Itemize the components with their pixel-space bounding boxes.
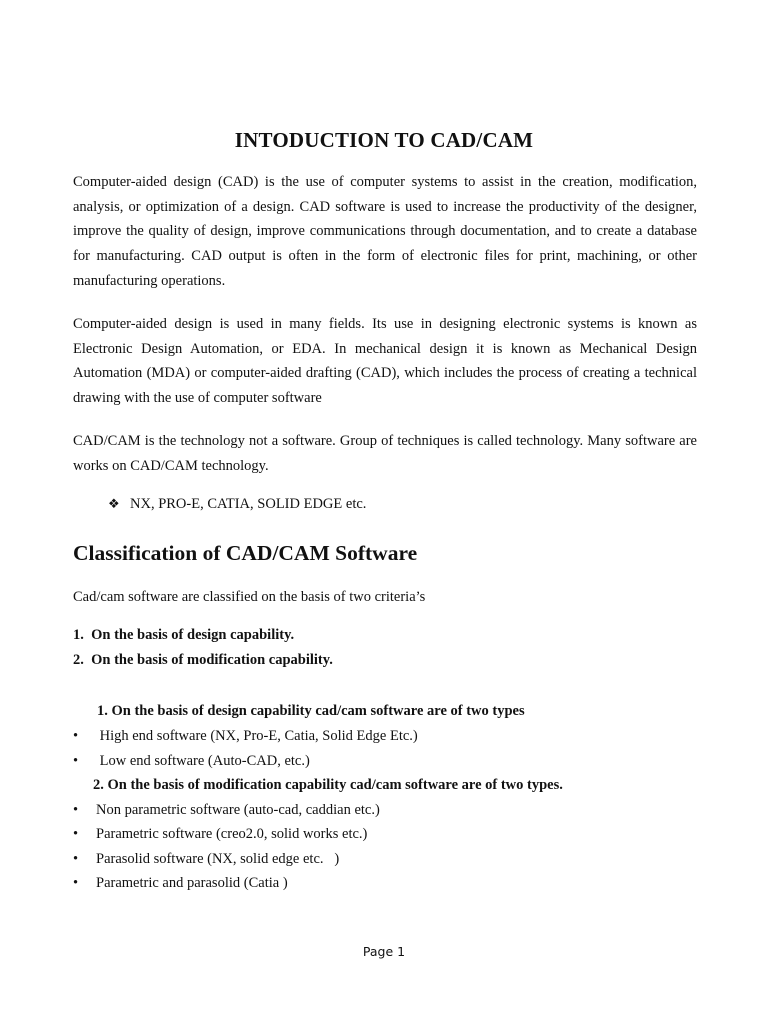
software-list-item <box>108 494 366 514</box>
list-item <box>73 726 418 746</box>
technology-paragraph: CAD/CAM is the technology not a software. Group of techniques is called technology. Many software are works on CAD/CAM technology. <box>73 433 697 474</box>
criteria-intro: Cad/cam software are classified on the basis of two criteria’s <box>73 589 426 605</box>
criteria-item-design: 1. On the basis of design capability. <box>73 627 295 643</box>
intro-paragraph: Computer-aided design (CAD) is the use of computer systems to assist in the creation, modification, analysis, or optimization of a design. CAD software is used to increase the productivity of the designer, improve the quality of design, improve communications through documentation, and to create a database for manufacturing. CAD output is often in the form of electronic files for print, machining, or other manufacturing operations. <box>73 174 697 289</box>
list-item <box>73 751 310 771</box>
list-item <box>73 824 367 844</box>
bullet-icon: • <box>73 851 79 867</box>
list-item-text: Parasolid software (NX, solid edge etc. ) <box>96 851 340 867</box>
bullet-icon: • <box>73 728 79 744</box>
list-item-text: High end software (NX, Pro-E, Catia, Solid Edge Etc.) <box>96 728 418 744</box>
list-item-text: Parametric and parasolid (Catia ) <box>96 875 288 891</box>
list-item <box>73 849 339 869</box>
list-item-text: Low end software (Auto-CAD, etc.) <box>96 753 310 769</box>
list-item-text: Parametric software (creo2.0, solid works etc.) <box>96 826 368 842</box>
page-number: Page 1 <box>362 944 406 959</box>
bullet-icon: • <box>73 826 79 842</box>
list-item-text: Non parametric software (auto-cad, caddian etc.) <box>96 802 380 818</box>
applications-paragraph: Computer-aided design is used in many fields. Its use in designing electronic systems is known as Electronic Design Automation, or EDA. In mechanical design it is known as Mechanical Design Automation (MDA) or computer-aided drafting (CAD), which includes the process of creating a technical drawing with the use of computer software <box>73 316 697 407</box>
list-item <box>73 800 380 820</box>
diamond-bullet-icon: ❖ <box>108 496 120 511</box>
bullet-icon: • <box>73 753 79 769</box>
page-title: INTODUCTION TO CAD/CAM <box>234 128 534 152</box>
list-item <box>73 873 288 893</box>
modification-capability-heading: 2. On the basis of modification capability cad/cam software are of two types. <box>93 777 563 793</box>
criteria-item-modification: 2. On the basis of modification capability. <box>73 652 333 668</box>
bullet-icon: • <box>73 802 79 818</box>
section-heading: Classification of CAD/CAM Software <box>73 541 418 565</box>
software-list-text: NX, PRO-E, CATIA, SOLID EDGE etc. <box>130 496 367 512</box>
design-capability-heading: 1. On the basis of design capability cad/cam software are of two types <box>97 703 525 719</box>
bullet-icon: • <box>73 875 79 891</box>
